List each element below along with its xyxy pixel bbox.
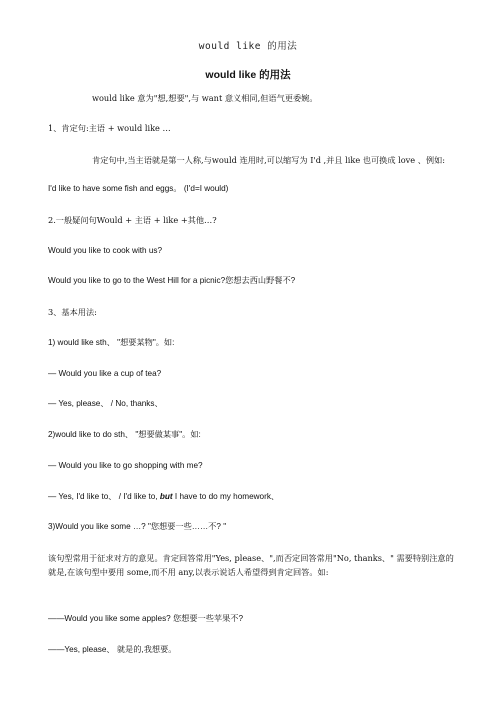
section-1-example: I'd like to have some fish and eggs。 (I'd=I would) [48,184,229,193]
section-2-heading: 2.一般疑问句Would + 主语 + like +其他…? [48,215,217,225]
intro-paragraph: would like 意为"想,想要",与 want 意义相同,但语气更委婉。 [92,93,318,103]
usage-2-heading: 2)would like to do sth、 "想要做某事"。如: [48,430,201,439]
usage-2-question: — Would you like to go shopping with me? [48,461,203,470]
usage-3-answer: ——Yes, please、 就是的,我想要。 [48,645,177,654]
usage-2-answer-post: I have to do my homework、 [172,492,280,501]
document-title: would like 的用法 [205,69,291,81]
usage-3-question: ——Would you like some apples? 您想要一些苹果不? [48,614,244,623]
page-header-title: would like 的用法 [198,41,298,52]
section-2-example-2: Would you like to go to the West Hill for a picnic?您想去西山野餐不? [48,276,296,285]
usage-2-answer [48,491,458,503]
section-1-heading: 1、肯定句:主语 + would like … [48,123,171,133]
section-3-heading: 3、基本用法: [48,307,97,317]
section-2-example-1: Would you like to cook with us? [48,246,163,255]
usage-3-body: 该句型常用于征求对方的意见。肯定回答常用"Yes, please、",而否定回答常用"No, thanks、" 需要特别注意的就是,在该句型中要用 some,而不用 any,以表示说话人希望得到肯定回答。如: [48,553,454,577]
usage-1-question: — Would you like a cup of tea? [48,369,162,378]
usage-2-answer-pre: — Yes, I'd like to、 / I'd like to, [48,492,160,501]
section-1-body: 肯定句中,当主语就是第一人称,与would 连用时,可以缩写为 I'd ,并且 like 也可换成 love 、例如: [92,155,446,165]
usage-3-heading: 3)Would you like some …? "您想要一些……不? " [48,522,227,531]
usage-2-answer-but: but [159,492,173,501]
usage-1-answer: — Yes, please、 / No, thanks、 [48,399,163,408]
usage-1-heading: 1) would like sth、 "想要某物"。如: [48,338,175,347]
